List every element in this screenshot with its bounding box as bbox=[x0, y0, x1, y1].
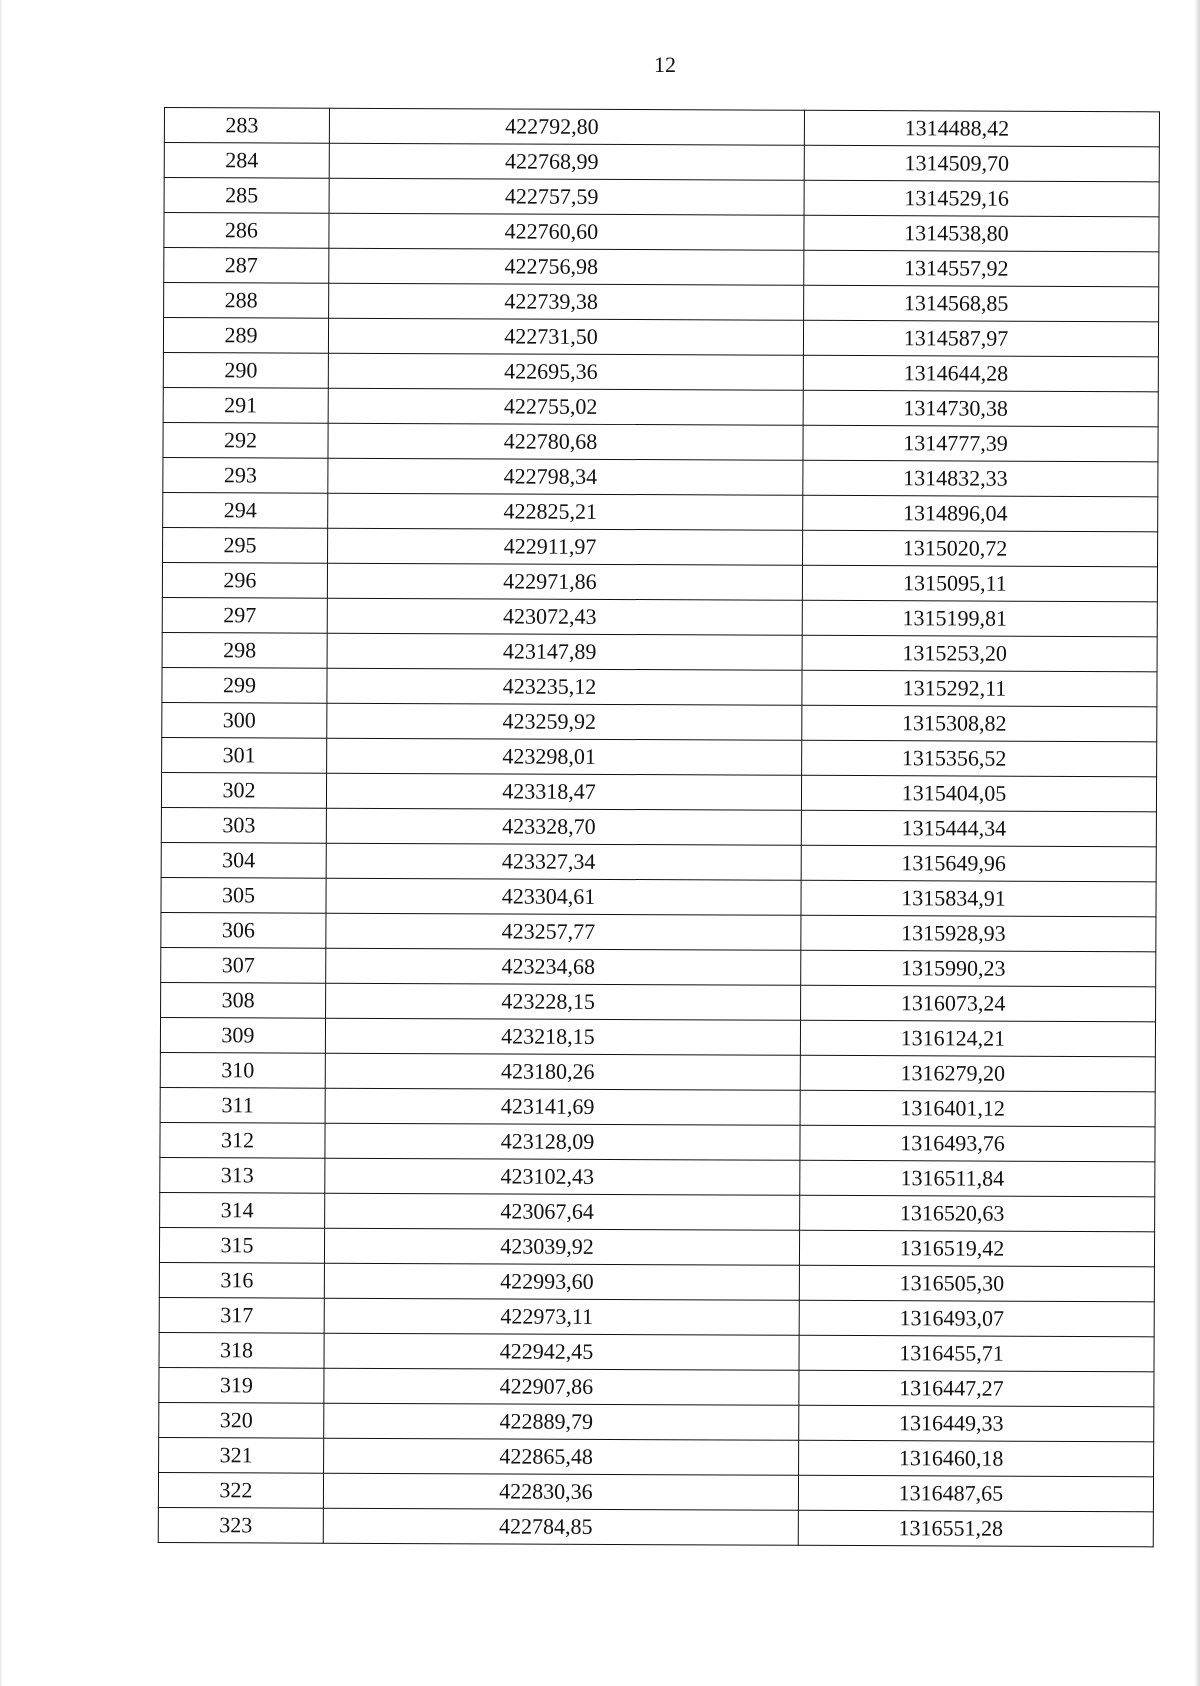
y-coordinate-cell: 1314488,42 bbox=[804, 110, 1159, 147]
table-row bbox=[162, 632, 1157, 671]
x-coordinate-cell: 423218,15 bbox=[325, 1018, 800, 1055]
table-row bbox=[160, 1087, 1155, 1126]
y-coordinate-cell: 1315404,05 bbox=[801, 775, 1156, 812]
point-number-cell: 299 bbox=[162, 667, 327, 703]
x-coordinate-cell: 422973,11 bbox=[324, 1298, 799, 1335]
x-coordinate-cell: 423180,26 bbox=[325, 1053, 800, 1090]
x-coordinate-cell: 423328,70 bbox=[326, 808, 801, 845]
table-row bbox=[162, 597, 1157, 636]
table-row bbox=[159, 1262, 1154, 1301]
coordinates-table-body bbox=[158, 108, 1159, 1547]
y-coordinate-cell: 1315356,52 bbox=[802, 740, 1157, 777]
point-number-cell: 288 bbox=[164, 283, 329, 319]
x-coordinate-cell: 422695,36 bbox=[328, 353, 803, 390]
y-coordinate-cell: 1316505,30 bbox=[799, 1265, 1154, 1302]
y-coordinate-cell: 1316460,18 bbox=[799, 1440, 1154, 1477]
y-coordinate-cell: 1316401,12 bbox=[800, 1090, 1155, 1127]
y-coordinate-cell: 1314730,38 bbox=[803, 390, 1158, 427]
point-number-cell: 283 bbox=[164, 108, 329, 144]
table-row bbox=[163, 457, 1158, 496]
point-number-cell: 307 bbox=[161, 947, 326, 983]
page-number: 12 bbox=[654, 52, 676, 77]
table-row bbox=[163, 387, 1158, 426]
x-coordinate-cell: 422757,59 bbox=[329, 178, 804, 215]
x-coordinate-cell: 422731,50 bbox=[328, 318, 803, 355]
x-coordinate-cell: 422760,60 bbox=[329, 213, 804, 250]
x-coordinate-cell: 423072,43 bbox=[327, 598, 802, 635]
point-number-cell: 296 bbox=[162, 562, 327, 598]
point-number-cell: 287 bbox=[164, 248, 329, 284]
table-row bbox=[158, 1507, 1153, 1546]
y-coordinate-cell: 1315020,72 bbox=[803, 530, 1158, 567]
point-number-cell: 291 bbox=[163, 387, 328, 423]
point-number-cell: 315 bbox=[159, 1227, 324, 1263]
point-number-cell: 298 bbox=[162, 632, 327, 668]
point-number-cell: 293 bbox=[163, 457, 328, 493]
x-coordinate-cell: 422798,34 bbox=[328, 458, 803, 495]
table-row bbox=[164, 283, 1159, 322]
point-number-cell: 316 bbox=[159, 1262, 324, 1298]
x-coordinate-cell: 422739,38 bbox=[329, 283, 804, 320]
y-coordinate-cell: 1316449,33 bbox=[799, 1405, 1154, 1442]
table-row bbox=[164, 143, 1159, 182]
y-coordinate-cell: 1314896,04 bbox=[803, 495, 1158, 532]
x-coordinate-cell: 423147,89 bbox=[327, 633, 802, 670]
x-coordinate-cell: 422792,80 bbox=[329, 108, 804, 145]
x-coordinate-cell: 423067,64 bbox=[325, 1193, 800, 1230]
scan-edge-left bbox=[0, 0, 3, 1686]
point-number-cell: 284 bbox=[164, 143, 329, 179]
y-coordinate-cell: 1316511,84 bbox=[800, 1160, 1155, 1197]
point-number-cell: 303 bbox=[161, 807, 326, 843]
y-coordinate-cell: 1314587,97 bbox=[803, 320, 1158, 357]
x-coordinate-cell: 422993,60 bbox=[324, 1263, 799, 1300]
table-row bbox=[161, 982, 1156, 1021]
y-coordinate-cell: 1314777,39 bbox=[803, 425, 1158, 462]
x-coordinate-cell: 423234,68 bbox=[326, 948, 801, 985]
table-row bbox=[162, 667, 1157, 706]
x-coordinate-cell: 423318,47 bbox=[326, 773, 801, 810]
y-coordinate-cell: 1315990,23 bbox=[801, 950, 1156, 987]
y-coordinate-cell: 1315649,96 bbox=[801, 845, 1156, 882]
table-row bbox=[164, 248, 1159, 287]
table-row bbox=[163, 352, 1158, 391]
table-row bbox=[159, 1332, 1154, 1371]
table-row bbox=[159, 1227, 1154, 1266]
table-row bbox=[161, 842, 1156, 881]
table-row bbox=[164, 108, 1159, 147]
y-coordinate-cell: 1315199,81 bbox=[802, 600, 1157, 637]
point-number-cell: 285 bbox=[164, 178, 329, 214]
table-row bbox=[160, 1157, 1155, 1196]
point-number-cell: 301 bbox=[162, 737, 327, 773]
x-coordinate-cell: 422784,85 bbox=[323, 1508, 798, 1545]
x-coordinate-cell: 422830,36 bbox=[323, 1473, 798, 1510]
y-coordinate-cell: 1315444,34 bbox=[801, 810, 1156, 847]
point-number-cell: 302 bbox=[161, 772, 326, 808]
point-number-cell: 305 bbox=[161, 877, 326, 913]
table-row bbox=[164, 178, 1159, 217]
point-number-cell: 308 bbox=[161, 982, 326, 1018]
table-row bbox=[162, 562, 1157, 601]
x-coordinate-cell: 422768,99 bbox=[329, 143, 804, 180]
y-coordinate-cell: 1314644,28 bbox=[803, 355, 1158, 392]
x-coordinate-cell: 423235,12 bbox=[327, 668, 802, 705]
y-coordinate-cell: 1315095,11 bbox=[802, 565, 1157, 602]
y-coordinate-cell: 1316493,07 bbox=[799, 1300, 1154, 1337]
table-row bbox=[158, 1472, 1153, 1511]
y-coordinate-cell: 1315253,20 bbox=[802, 635, 1157, 672]
table-row bbox=[161, 877, 1156, 916]
point-number-cell: 312 bbox=[160, 1122, 325, 1158]
y-coordinate-cell: 1316124,21 bbox=[800, 1020, 1155, 1057]
table-row bbox=[160, 1192, 1155, 1231]
point-number-cell: 309 bbox=[160, 1017, 325, 1053]
x-coordinate-cell: 423128,09 bbox=[325, 1123, 800, 1160]
x-coordinate-cell: 422755,02 bbox=[328, 388, 803, 425]
y-coordinate-cell: 1314529,16 bbox=[804, 180, 1159, 217]
y-coordinate-cell: 1314557,92 bbox=[804, 250, 1159, 287]
table-row bbox=[161, 807, 1156, 846]
x-coordinate-cell: 422907,86 bbox=[324, 1368, 799, 1405]
y-coordinate-cell: 1316279,20 bbox=[800, 1055, 1155, 1092]
y-coordinate-cell: 1316487,65 bbox=[798, 1475, 1153, 1512]
y-coordinate-cell: 1314509,70 bbox=[804, 145, 1159, 182]
x-coordinate-cell: 423228,15 bbox=[326, 983, 801, 1020]
y-coordinate-cell: 1314568,85 bbox=[804, 285, 1159, 322]
y-coordinate-cell: 1315928,93 bbox=[801, 915, 1156, 952]
table-row bbox=[159, 1402, 1154, 1441]
x-coordinate-cell: 423257,77 bbox=[326, 913, 801, 950]
point-number-cell: 286 bbox=[164, 213, 329, 249]
table-row bbox=[163, 492, 1158, 531]
x-coordinate-cell: 423141,69 bbox=[325, 1088, 800, 1125]
point-number-cell: 304 bbox=[161, 842, 326, 878]
x-coordinate-cell: 423102,43 bbox=[325, 1158, 800, 1195]
y-coordinate-cell: 1315292,11 bbox=[802, 670, 1157, 707]
y-coordinate-cell: 1316520,63 bbox=[800, 1195, 1155, 1232]
table-row bbox=[161, 912, 1156, 951]
table-row bbox=[162, 702, 1157, 741]
x-coordinate-cell: 422889,79 bbox=[324, 1403, 799, 1440]
y-coordinate-cell: 1316551,28 bbox=[798, 1510, 1153, 1547]
point-number-cell: 318 bbox=[159, 1332, 324, 1368]
table-row bbox=[163, 527, 1158, 566]
point-number-cell: 317 bbox=[159, 1297, 324, 1333]
x-coordinate-cell: 422942,45 bbox=[324, 1333, 799, 1370]
x-coordinate-cell: 423304,61 bbox=[326, 878, 801, 915]
table-row bbox=[163, 318, 1158, 357]
table-row bbox=[161, 947, 1156, 986]
x-coordinate-cell: 422971,86 bbox=[327, 563, 802, 600]
point-number-cell: 319 bbox=[159, 1367, 324, 1403]
point-number-cell: 314 bbox=[160, 1192, 325, 1228]
point-number-cell: 313 bbox=[160, 1157, 325, 1193]
x-coordinate-cell: 423039,92 bbox=[324, 1228, 799, 1265]
y-coordinate-cell: 1314538,80 bbox=[804, 215, 1159, 252]
point-number-cell: 297 bbox=[162, 597, 327, 633]
scan-edge-right bbox=[1194, 0, 1200, 1686]
x-coordinate-cell: 422780,68 bbox=[328, 423, 803, 460]
table-row bbox=[160, 1052, 1155, 1091]
point-number-cell: 320 bbox=[159, 1402, 324, 1438]
x-coordinate-cell: 423298,01 bbox=[327, 738, 802, 775]
y-coordinate-cell: 1315308,82 bbox=[802, 705, 1157, 742]
x-coordinate-cell: 422756,98 bbox=[329, 248, 804, 285]
point-number-cell: 323 bbox=[158, 1507, 323, 1543]
coordinates-table bbox=[158, 107, 1160, 1547]
y-coordinate-cell: 1315834,91 bbox=[801, 880, 1156, 917]
table-row bbox=[159, 1367, 1154, 1406]
x-coordinate-cell: 423259,92 bbox=[327, 703, 802, 740]
table-row bbox=[160, 1017, 1155, 1056]
point-number-cell: 294 bbox=[163, 492, 328, 528]
point-number-cell: 289 bbox=[163, 318, 328, 354]
y-coordinate-cell: 1314832,33 bbox=[803, 460, 1158, 497]
point-number-cell: 310 bbox=[160, 1052, 325, 1088]
table-row bbox=[159, 1297, 1154, 1336]
table-row bbox=[161, 772, 1156, 811]
y-coordinate-cell: 1316447,27 bbox=[799, 1370, 1154, 1407]
x-coordinate-cell: 422825,21 bbox=[328, 493, 803, 530]
point-number-cell: 321 bbox=[159, 1437, 324, 1473]
point-number-cell: 306 bbox=[161, 912, 326, 948]
point-number-cell: 290 bbox=[163, 352, 328, 388]
x-coordinate-cell: 422865,48 bbox=[324, 1438, 799, 1475]
y-coordinate-cell: 1316519,42 bbox=[799, 1230, 1154, 1267]
table-row bbox=[164, 213, 1159, 252]
y-coordinate-cell: 1316493,76 bbox=[800, 1125, 1155, 1162]
point-number-cell: 295 bbox=[163, 527, 328, 563]
x-coordinate-cell: 422911,97 bbox=[328, 528, 803, 565]
point-number-cell: 311 bbox=[160, 1087, 325, 1123]
table-row bbox=[163, 422, 1158, 461]
table-row bbox=[159, 1437, 1154, 1476]
y-coordinate-cell: 1316455,71 bbox=[799, 1335, 1154, 1372]
x-coordinate-cell: 423327,34 bbox=[326, 843, 801, 880]
table-row bbox=[160, 1122, 1155, 1161]
point-number-cell: 300 bbox=[162, 702, 327, 738]
y-coordinate-cell: 1316073,24 bbox=[801, 985, 1156, 1022]
table-row bbox=[162, 737, 1157, 776]
point-number-cell: 322 bbox=[158, 1472, 323, 1508]
point-number-cell: 292 bbox=[163, 422, 328, 458]
